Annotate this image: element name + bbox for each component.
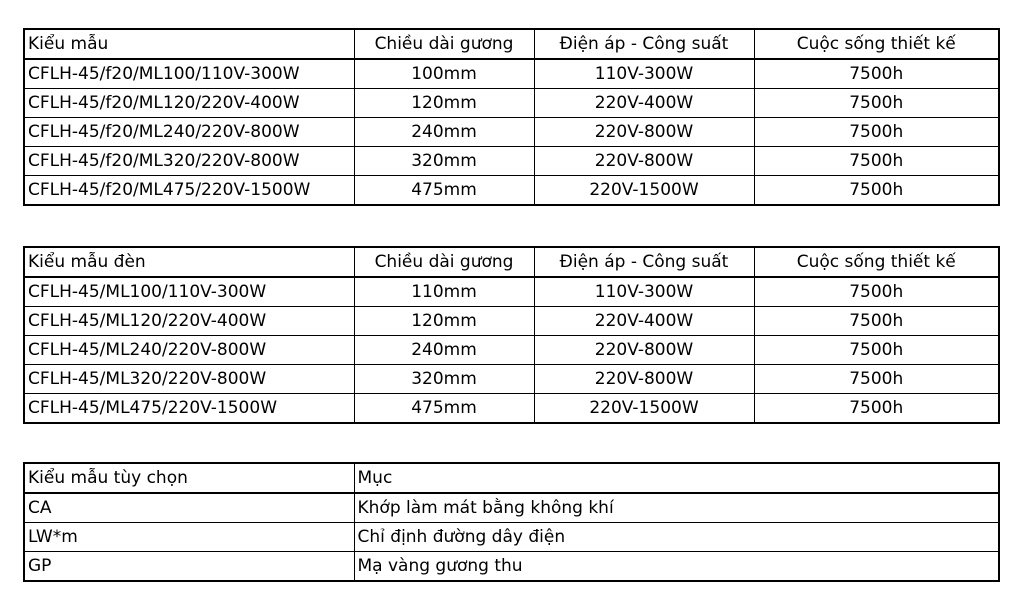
design-life-cell: 7500h — [754, 89, 999, 118]
header-mirror-length: Chiều dài gương — [354, 29, 534, 59]
mirror-length-cell: 120mm — [354, 307, 534, 336]
design-life-cell: 7500h — [754, 277, 999, 307]
model-cell: CFLH-45/f20/ML120/220V-400W — [24, 89, 354, 118]
voltage-power-cell: 220V-400W — [534, 89, 754, 118]
design-life-cell: 7500h — [754, 147, 999, 176]
design-life-cell: 7500h — [754, 394, 999, 424]
model-cell: CFLH-45/ML120/220V-400W — [24, 307, 354, 336]
header-voltage-power: Điện áp - Công suất — [534, 29, 754, 59]
mirror-length-cell: 475mm — [354, 394, 534, 424]
voltage-power-cell: 220V-1500W — [534, 176, 754, 206]
voltage-power-cell: 220V-800W — [534, 118, 754, 147]
option-code-cell: CA — [24, 493, 354, 523]
table-row — [24, 307, 999, 336]
header-lamp-model: Kiểu mẫu đèn — [24, 247, 354, 277]
table-row — [24, 552, 999, 582]
header-design-life: Cuộc sống thiết kế — [754, 29, 999, 59]
header-mirror-length: Chiều dài gương — [354, 247, 534, 277]
header-option-model: Kiểu mẫu tùy chọn — [24, 463, 354, 493]
model-spec-table — [23, 28, 1000, 206]
header-model: Kiểu mẫu — [24, 29, 354, 59]
voltage-power-cell: 220V-1500W — [534, 394, 754, 424]
mirror-length-cell: 110mm — [354, 277, 534, 307]
header-design-life: Cuộc sống thiết kế — [754, 247, 999, 277]
model-cell: CFLH-45/ML475/220V-1500W — [24, 394, 354, 424]
option-desc-cell: Khớp làm mát bằng không khí — [354, 493, 999, 523]
option-code-cell: LW*m — [24, 523, 354, 552]
model-cell: CFLH-45/ML100/110V-300W — [24, 277, 354, 307]
voltage-power-cell: 220V-400W — [534, 307, 754, 336]
model-cell: CFLH-45/f20/ML100/110V-300W — [24, 59, 354, 89]
options-table — [23, 462, 1000, 582]
table-row — [24, 118, 999, 147]
table-row — [24, 89, 999, 118]
table-row — [24, 147, 999, 176]
design-life-cell: 7500h — [754, 118, 999, 147]
design-life-cell: 7500h — [754, 307, 999, 336]
table-row — [24, 394, 999, 424]
voltage-power-cell: 220V-800W — [534, 365, 754, 394]
option-desc-cell: Mạ vàng gương thu — [354, 552, 999, 582]
table-header-row — [24, 463, 999, 493]
table-row — [24, 176, 999, 206]
mirror-length-cell: 320mm — [354, 365, 534, 394]
table-header-row — [24, 29, 999, 59]
voltage-power-cell: 110V-300W — [534, 59, 754, 89]
voltage-power-cell: 220V-800W — [534, 336, 754, 365]
model-cell: CFLH-45/ML240/220V-800W — [24, 336, 354, 365]
mirror-length-cell: 240mm — [354, 118, 534, 147]
table-row — [24, 493, 999, 523]
design-life-cell: 7500h — [754, 336, 999, 365]
option-desc-cell: Chỉ định đường dây điện — [354, 523, 999, 552]
design-life-cell: 7500h — [754, 59, 999, 89]
mirror-length-cell: 120mm — [354, 89, 534, 118]
mirror-length-cell: 100mm — [354, 59, 534, 89]
table-row — [24, 336, 999, 365]
table-header-row — [24, 247, 999, 277]
model-cell: CFLH-45/f20/ML320/220V-800W — [24, 147, 354, 176]
table-row — [24, 365, 999, 394]
model-cell: CFLH-45/f20/ML475/220V-1500W — [24, 176, 354, 206]
table-row — [24, 277, 999, 307]
header-item: Mục — [354, 463, 999, 493]
mirror-length-cell: 320mm — [354, 147, 534, 176]
header-voltage-power: Điện áp - Công suất — [534, 247, 754, 277]
design-life-cell: 7500h — [754, 176, 999, 206]
design-life-cell: 7500h — [754, 365, 999, 394]
model-cell: CFLH-45/ML320/220V-800W — [24, 365, 354, 394]
voltage-power-cell: 220V-800W — [534, 147, 754, 176]
mirror-length-cell: 475mm — [354, 176, 534, 206]
option-code-cell: GP — [24, 552, 354, 582]
table-row — [24, 59, 999, 89]
mirror-length-cell: 240mm — [354, 336, 534, 365]
model-cell: CFLH-45/f20/ML240/220V-800W — [24, 118, 354, 147]
table-row — [24, 523, 999, 552]
voltage-power-cell: 110V-300W — [534, 277, 754, 307]
lamp-model-spec-table — [23, 246, 1000, 424]
